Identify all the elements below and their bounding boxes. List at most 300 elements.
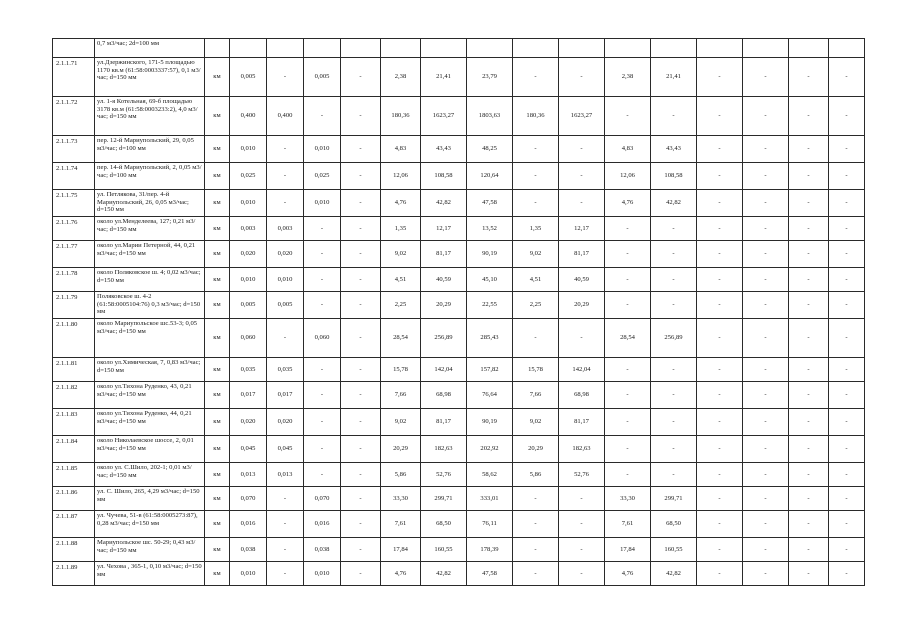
- table-cell: -: [304, 409, 341, 436]
- table-cell: -: [697, 136, 743, 163]
- table-cell: 160,55: [421, 538, 467, 562]
- table-cell: 0,020: [267, 409, 304, 436]
- row-description: около ул.Марии Петерной, 44, 0,21 м3/час; d=150 мм: [95, 241, 205, 268]
- table-cell: -: [829, 382, 865, 409]
- table-cell: -: [605, 241, 651, 268]
- table-cell: 180,36: [381, 97, 421, 136]
- table-cell: -: [789, 268, 829, 292]
- table-cell: -: [267, 538, 304, 562]
- table-cell: 45,10: [467, 268, 513, 292]
- table-cell: -: [341, 538, 381, 562]
- table-cell: 0,060: [230, 319, 267, 358]
- table-cell: 90,19: [467, 241, 513, 268]
- table-cell: 0,016: [230, 511, 267, 538]
- table-row: [53, 190, 865, 217]
- row-description: Мариупольское шс. 50-29; 0,43 м3/час; d=150 мм: [95, 538, 205, 562]
- table-cell: 4,76: [381, 190, 421, 217]
- row-description: около ул.Менделеева, 127; 0,21 м3/час; d=150 мм: [95, 217, 205, 241]
- table-cell: 0,005: [267, 292, 304, 319]
- row-id: 2.1.1.76: [53, 217, 95, 241]
- table-cell: -: [829, 487, 865, 511]
- table-cell: 0,005: [230, 58, 267, 97]
- table-row: [53, 97, 865, 136]
- table-cell: -: [789, 409, 829, 436]
- table-cell: -: [267, 58, 304, 97]
- table-cell: -: [789, 538, 829, 562]
- table-cell: км: [205, 217, 230, 241]
- table-cell: -: [651, 97, 697, 136]
- table-cell: -: [513, 511, 559, 538]
- table-cell: -: [789, 292, 829, 319]
- table-cell: -: [789, 217, 829, 241]
- table-cell: 81,17: [421, 409, 467, 436]
- table-cell: -: [605, 217, 651, 241]
- table-cell: -: [559, 487, 605, 511]
- table-cell: -: [605, 292, 651, 319]
- table-cell: -: [513, 58, 559, 97]
- table-cell: [513, 39, 559, 58]
- table-cell: -: [513, 319, 559, 358]
- table-cell: -: [829, 511, 865, 538]
- table-cell: 2,38: [381, 58, 421, 97]
- table-cell: 2,25: [513, 292, 559, 319]
- table-cell: 0,016: [304, 511, 341, 538]
- table-cell: 0,035: [230, 358, 267, 382]
- row-description: ул. Петлякова, 31/пер. 4-й Мариупольский, 26, 0,05 м3/час; d=150 мм: [95, 190, 205, 217]
- row-description: ул.Дзержинского, 171-5 площадью 1170 кв.м (61:58:0003337:57), 0,1 м3/час; d=150 мм: [95, 58, 205, 97]
- table-cell: 7,66: [513, 382, 559, 409]
- table-cell: -: [743, 97, 789, 136]
- table-cell: -: [697, 463, 743, 487]
- table-cell: -: [341, 268, 381, 292]
- row-id: 2.1.1.71: [53, 58, 95, 97]
- table-cell: -: [743, 268, 789, 292]
- table-cell: 0,070: [304, 487, 341, 511]
- table-cell: -: [267, 319, 304, 358]
- table-row: [53, 319, 865, 358]
- table-cell: км: [205, 382, 230, 409]
- table-row: [53, 292, 865, 319]
- table-cell: 68,98: [559, 382, 605, 409]
- row-id: 2.1.1.80: [53, 319, 95, 358]
- table-cell: -: [513, 136, 559, 163]
- table-cell: 0,070: [230, 487, 267, 511]
- table-cell: 5,86: [381, 463, 421, 487]
- table-cell: 4,83: [605, 136, 651, 163]
- table-cell: -: [341, 190, 381, 217]
- table-cell: -: [789, 319, 829, 358]
- table-cell: км: [205, 358, 230, 382]
- table-cell: 0,017: [230, 382, 267, 409]
- data-table: [52, 38, 865, 586]
- table-cell: -: [341, 292, 381, 319]
- table-cell: -: [743, 136, 789, 163]
- table-cell: -: [513, 163, 559, 190]
- table-cell: 12,17: [421, 217, 467, 241]
- table-cell: -: [697, 538, 743, 562]
- table-cell: 12,06: [605, 163, 651, 190]
- table-cell: 9,02: [513, 409, 559, 436]
- table-cell: 0,017: [267, 382, 304, 409]
- table-cell: 42,82: [651, 190, 697, 217]
- table-cell: -: [697, 562, 743, 586]
- table-cell: -: [789, 241, 829, 268]
- table-cell: [304, 39, 341, 58]
- table-cell: -: [743, 292, 789, 319]
- table-cell: -: [341, 97, 381, 136]
- table-cell: -: [697, 190, 743, 217]
- table-cell: 12,06: [381, 163, 421, 190]
- table-cell: [697, 39, 743, 58]
- table-cell: -: [789, 562, 829, 586]
- table-cell: 180,36: [513, 97, 559, 136]
- table-cell: 108,58: [651, 163, 697, 190]
- table-cell: -: [267, 136, 304, 163]
- table-cell: -: [605, 463, 651, 487]
- table-cell: -: [341, 241, 381, 268]
- table-cell: -: [743, 463, 789, 487]
- table-cell: км: [205, 58, 230, 97]
- table-cell: 0,010: [304, 136, 341, 163]
- table-cell: [341, 39, 381, 58]
- table-cell: -: [829, 58, 865, 97]
- table-cell: 42,82: [421, 190, 467, 217]
- table-cell: -: [651, 268, 697, 292]
- row-description: пер. 14-й Мариупольский, 2, 0,05 м3/час; d=100 мм: [95, 163, 205, 190]
- table-cell: 202,92: [467, 436, 513, 463]
- row-id: 2.1.1.73: [53, 136, 95, 163]
- table-cell: 0,003: [230, 217, 267, 241]
- table-cell: 0,045: [267, 436, 304, 463]
- row-description: около ул.Тихона Руденко, 44, 0,21 м3/час; d=150 мм: [95, 409, 205, 436]
- table-cell: -: [513, 562, 559, 586]
- row-description: ул. Чехова , 365-1, 0,10 м3/час; d=150 мм: [95, 562, 205, 586]
- table-cell: 7,66: [381, 382, 421, 409]
- table-cell: -: [697, 409, 743, 436]
- table-cell: -: [605, 97, 651, 136]
- table-cell: -: [304, 268, 341, 292]
- table-cell: 0,010: [267, 268, 304, 292]
- table-cell: 1,35: [381, 217, 421, 241]
- table-cell: 0,038: [304, 538, 341, 562]
- table-cell: [467, 39, 513, 58]
- table-cell: 76,64: [467, 382, 513, 409]
- table-cell: 7,61: [381, 511, 421, 538]
- table-cell: -: [605, 382, 651, 409]
- table-cell: -: [304, 463, 341, 487]
- table-cell: 21,41: [651, 58, 697, 97]
- table-cell: -: [829, 319, 865, 358]
- table-cell: 4,76: [381, 562, 421, 586]
- table-cell: -: [651, 463, 697, 487]
- table-cell: -: [267, 190, 304, 217]
- row-description: около ул.Химическая, 7, 0,83 м3/час; d=150 мм: [95, 358, 205, 382]
- table-cell: -: [559, 538, 605, 562]
- table-cell: 52,76: [421, 463, 467, 487]
- table-cell: 13,52: [467, 217, 513, 241]
- table-cell: 42,82: [421, 562, 467, 586]
- table-cell: км: [205, 292, 230, 319]
- row-id: 2.1.1.86: [53, 487, 95, 511]
- row-description: ул. Чучева, 51-в (61:58:0005273:87), 0,28 м3/час; d=150 мм: [95, 511, 205, 538]
- table-cell: км: [205, 136, 230, 163]
- row-id: 2.1.1.74: [53, 163, 95, 190]
- table-cell: -: [697, 292, 743, 319]
- table-cell: 40,59: [559, 268, 605, 292]
- table-cell: 40,59: [421, 268, 467, 292]
- table-cell: -: [651, 358, 697, 382]
- table-cell: -: [697, 97, 743, 136]
- table-cell: 17,84: [605, 538, 651, 562]
- table-cell: 68,50: [651, 511, 697, 538]
- table-cell: 160,55: [651, 538, 697, 562]
- table-cell: [559, 39, 605, 58]
- table-cell: -: [697, 268, 743, 292]
- table-cell: 0,005: [304, 58, 341, 97]
- table-row: [53, 58, 865, 97]
- table-cell: [651, 39, 697, 58]
- table-cell: [743, 39, 789, 58]
- table-cell: 0,010: [304, 562, 341, 586]
- table-cell: км: [205, 268, 230, 292]
- table-cell: 12,17: [559, 217, 605, 241]
- table-cell: -: [789, 382, 829, 409]
- table-cell: 7,61: [605, 511, 651, 538]
- table-cell: 33,30: [381, 487, 421, 511]
- table-cell: 28,54: [381, 319, 421, 358]
- row-id: 2.1.1.77: [53, 241, 95, 268]
- table-cell: км: [205, 562, 230, 586]
- table-cell: -: [267, 163, 304, 190]
- table-cell: 299,71: [421, 487, 467, 511]
- table-cell: -: [743, 358, 789, 382]
- row-description: ул. С. Шило, 265, 4,29 м3/час; d=150 мм: [95, 487, 205, 511]
- table-cell: 120,64: [467, 163, 513, 190]
- table-cell: -: [559, 190, 605, 217]
- table-cell: км: [205, 511, 230, 538]
- table-cell: -: [743, 190, 789, 217]
- table-cell: -: [651, 217, 697, 241]
- table-cell: 256,89: [421, 319, 467, 358]
- table-cell: [829, 39, 865, 58]
- table-cell: -: [789, 463, 829, 487]
- table-cell: 90,19: [467, 409, 513, 436]
- table-cell: 28,54: [605, 319, 651, 358]
- table-cell: 81,17: [559, 409, 605, 436]
- table-cell: 21,41: [421, 58, 467, 97]
- table-cell: 33,30: [605, 487, 651, 511]
- table-row: [53, 487, 865, 511]
- table-cell: -: [605, 409, 651, 436]
- table-cell: -: [829, 409, 865, 436]
- table-cell: -: [513, 538, 559, 562]
- table-cell: 0,005: [230, 292, 267, 319]
- table-cell: -: [341, 511, 381, 538]
- table-cell: 0,013: [267, 463, 304, 487]
- table-cell: -: [304, 436, 341, 463]
- table-cell: 15,78: [381, 358, 421, 382]
- table-cell: -: [559, 58, 605, 97]
- table-cell: -: [789, 163, 829, 190]
- table-cell: -: [697, 319, 743, 358]
- table-cell: 43,43: [421, 136, 467, 163]
- table-cell: -: [789, 358, 829, 382]
- table-cell: -: [743, 382, 789, 409]
- table-cell: [381, 39, 421, 58]
- table-cell: -: [651, 409, 697, 436]
- table-cell: -: [341, 382, 381, 409]
- table-cell: 1803,63: [467, 97, 513, 136]
- table-cell: 0,010: [230, 136, 267, 163]
- table-row: [53, 382, 865, 409]
- table-row: [53, 463, 865, 487]
- table-cell: 0,045: [230, 436, 267, 463]
- table-cell: -: [605, 436, 651, 463]
- table-cell: 1,35: [513, 217, 559, 241]
- table-cell: -: [341, 163, 381, 190]
- table-cell: -: [697, 511, 743, 538]
- table-cell: -: [743, 436, 789, 463]
- table-cell: км: [205, 97, 230, 136]
- table-cell: 0,025: [230, 163, 267, 190]
- table-cell: км: [205, 241, 230, 268]
- table-cell: -: [829, 136, 865, 163]
- table-cell: [605, 39, 651, 58]
- table-cell: -: [341, 562, 381, 586]
- row-id: 2.1.1.79: [53, 292, 95, 319]
- table-cell: -: [341, 136, 381, 163]
- table-cell: 108,58: [421, 163, 467, 190]
- table-row: [53, 217, 865, 241]
- table-cell: 0,010: [230, 268, 267, 292]
- row-id: 2.1.1.89: [53, 562, 95, 586]
- row-id: 2.1.1.72: [53, 97, 95, 136]
- table-cell: 0,010: [304, 190, 341, 217]
- row-id: [53, 39, 95, 58]
- table-cell: -: [743, 538, 789, 562]
- table-cell: -: [267, 511, 304, 538]
- table-cell: 5,86: [513, 463, 559, 487]
- table-cell: -: [829, 97, 865, 136]
- table-row: [53, 436, 865, 463]
- table-cell: 43,43: [651, 136, 697, 163]
- row-description: около Николаевское шоссе, 2, 0,01 м3/час; d=150 мм: [95, 436, 205, 463]
- table-cell: 9,02: [381, 409, 421, 436]
- table-cell: -: [341, 463, 381, 487]
- table-cell: 4,83: [381, 136, 421, 163]
- table-cell: -: [743, 562, 789, 586]
- table-cell: -: [304, 292, 341, 319]
- table-cell: -: [829, 268, 865, 292]
- table-cell: 17,84: [381, 538, 421, 562]
- table-cell: 0,013: [230, 463, 267, 487]
- row-description: около ул.Тихона Руденко, 43, 0,21 м3/час; d=150 мм: [95, 382, 205, 409]
- row-id: 2.1.1.83: [53, 409, 95, 436]
- table-cell: -: [789, 511, 829, 538]
- table-cell: [267, 39, 304, 58]
- table-cell: -: [743, 487, 789, 511]
- table-cell: -: [304, 217, 341, 241]
- table-cell: км: [205, 487, 230, 511]
- table-cell: -: [651, 436, 697, 463]
- table-cell: 2,25: [381, 292, 421, 319]
- table-cell: 15,78: [513, 358, 559, 382]
- table-cell: -: [267, 487, 304, 511]
- table-cell: км: [205, 319, 230, 358]
- row-id: 2.1.1.87: [53, 511, 95, 538]
- table-cell: 20,29: [421, 292, 467, 319]
- table-cell: -: [789, 58, 829, 97]
- table-cell: -: [743, 217, 789, 241]
- table-cell: -: [341, 217, 381, 241]
- table-cell: 4,51: [513, 268, 559, 292]
- table-cell: 4,76: [605, 190, 651, 217]
- table-cell: -: [697, 436, 743, 463]
- table-cell: -: [829, 190, 865, 217]
- table-cell: -: [829, 463, 865, 487]
- table-cell: км: [205, 538, 230, 562]
- row-id: 2.1.1.85: [53, 463, 95, 487]
- table-cell: -: [789, 136, 829, 163]
- table-cell: 20,29: [559, 292, 605, 319]
- table-cell: 0,035: [267, 358, 304, 382]
- table-cell: 68,50: [421, 511, 467, 538]
- row-description: пер. 12-й Мариупольский, 29, 0,05 м3/час; d=100 мм: [95, 136, 205, 163]
- table-cell: -: [789, 436, 829, 463]
- row-id: 2.1.1.75: [53, 190, 95, 217]
- table-cell: -: [304, 241, 341, 268]
- table-cell: [789, 39, 829, 58]
- row-id: 2.1.1.82: [53, 382, 95, 409]
- table-cell: -: [829, 436, 865, 463]
- table-row: [53, 268, 865, 292]
- table-cell: 9,02: [513, 241, 559, 268]
- table-cell: [205, 39, 230, 58]
- table-cell: 0,020: [267, 241, 304, 268]
- table-row: [53, 39, 865, 58]
- row-description: Поляковское ш. 4-2 (61:58:0005104:76) 0,3 м3/час; d=150 мм: [95, 292, 205, 319]
- table-cell: -: [829, 217, 865, 241]
- table-cell: -: [789, 487, 829, 511]
- table-cell: -: [789, 97, 829, 136]
- table-cell: -: [697, 217, 743, 241]
- table-cell: -: [829, 538, 865, 562]
- table-cell: 0,020: [230, 409, 267, 436]
- table-cell: 182,63: [421, 436, 467, 463]
- table-cell: -: [743, 58, 789, 97]
- table-cell: -: [341, 409, 381, 436]
- table-cell: -: [697, 58, 743, 97]
- table-cell: 157,82: [467, 358, 513, 382]
- table-cell: 0,003: [267, 217, 304, 241]
- table-cell: 81,17: [559, 241, 605, 268]
- table-cell: 142,04: [421, 358, 467, 382]
- table-cell: 42,82: [651, 562, 697, 586]
- table-cell: -: [697, 241, 743, 268]
- table-cell: -: [829, 241, 865, 268]
- table-cell: 81,17: [421, 241, 467, 268]
- table-cell: 52,76: [559, 463, 605, 487]
- table-cell: -: [743, 409, 789, 436]
- table-cell: 182,63: [559, 436, 605, 463]
- table-cell: -: [651, 241, 697, 268]
- table-cell: 68,98: [421, 382, 467, 409]
- row-id: 2.1.1.78: [53, 268, 95, 292]
- table-cell: -: [651, 382, 697, 409]
- table-cell: 0,060: [304, 319, 341, 358]
- table-cell: 0,010: [230, 190, 267, 217]
- table-cell: 58,62: [467, 463, 513, 487]
